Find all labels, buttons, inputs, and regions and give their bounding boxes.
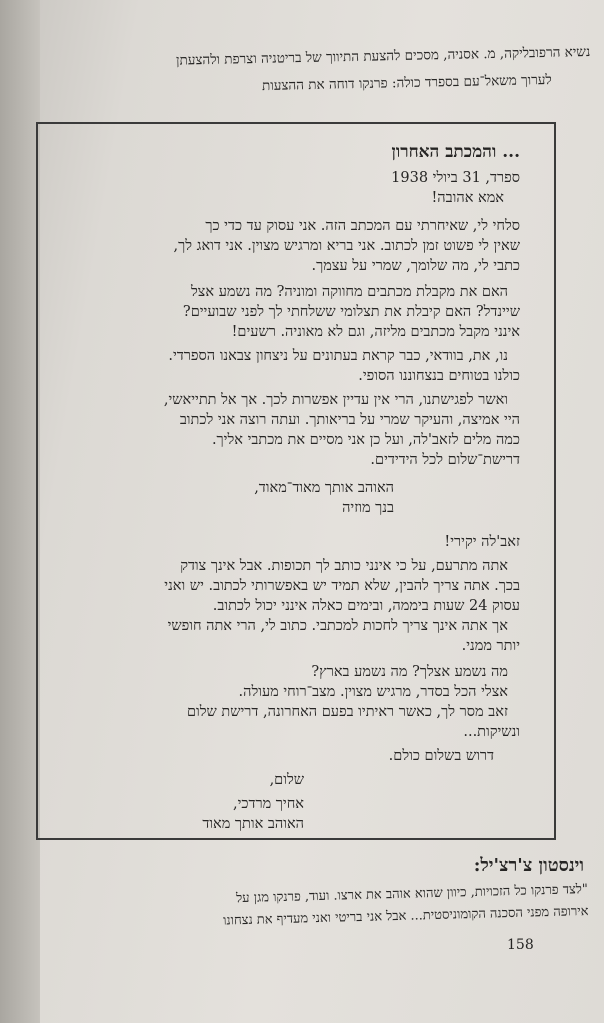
letter-line: שיינדל? האם קיבלת את תצלומי ששלחתי לך לפני שבועיים? [182, 304, 520, 320]
quote-line-1: "לצד פרנקו כל הזכויות, כיוון שהוא אוהב את ארצו. ועוד, פרנקו מגן על [236, 882, 589, 907]
letter-box [36, 122, 556, 840]
letter-line: ואשר לפגישתנו, הרי אין עדיין אפשרות לכך. אך אל תתייאשי, [163, 392, 508, 408]
letter-line: כמה מלים לזאב'לה, ועל כן אני מסיים את מכתבי אליך. [211, 432, 520, 448]
letter-sign-3: האוהב אותך מאוד [202, 816, 304, 832]
letter-line: נו, את, בוודאי, כבר קראת בעתונים על ניצחון צבאנו הספרדי. [168, 348, 508, 364]
letter-line: זאב מסר לך, כאשר ראיתיו בפעם האחרונה, דרישת שלום [186, 704, 508, 720]
letter-line: עסוק 24 שעות ביממה, ובימים כאלה אינני יכול לכתוב. [212, 598, 520, 614]
letter-sign-2: אחיך מרדכי, [232, 796, 304, 812]
header-line-1: נשיא הרפובליקה, מ. אסניה, מסכים להצעת התיווך של בריטניה וצרפת ולהצעתן [175, 44, 591, 69]
letter-line: בכך. אתה צריך להבין, שלא תמיד יש באפשרותי לכתוב. יש ואני [164, 578, 520, 594]
letter-line: יותר ממני. [461, 638, 520, 654]
letter-line: דרישת־שלום לכל הידידים. [370, 452, 520, 468]
letter-line: סלחי לי, שאיחרתי עם המכתב הזה. אני עסוק עד כדי כך [205, 218, 520, 234]
letter-line: דרוש בשלום כולם. [388, 748, 494, 764]
section-heading: וינסטון צ'רצ'יל: [473, 855, 584, 876]
letter-closing-1: האוהב אותך מאוד־מאוד, [254, 480, 394, 496]
letter-line: מה נשמע אצלך? מה נשמע בארץ? [311, 664, 508, 680]
letter-sign-1: שלום, [269, 772, 304, 788]
letter-dateline: ספרד, 31 ביולי 1938 [391, 170, 520, 186]
letter-line: אינני מקבל מכתבים מליזה, וגם לא מאוניה. רשעים! [231, 324, 520, 340]
letter-line: היי אמיצה, והעיקר שמרי על בריאותך. ועתה רוצה אני לכתוב [179, 412, 520, 428]
letter-line: אך אתה אינך צריך לחכות למכתבי. כתוב לי, הרי אתה חופשי [167, 618, 508, 634]
quote-line-2: אירופה מפני הסכנה הקומוניסטית... אבל אני בריטי ואני מעדיף את נצחונו [222, 904, 589, 929]
letter-line: שאין לי פשוט זמן לכתוב. אני בריא ומרגיש מצוין. אני דואג לך, [173, 238, 520, 254]
letter-line: כתבי לי, מה שלומך, שמרי על עצמך. [311, 258, 520, 274]
header-line-2: לערוך משאל־עם בספרד כולה: פרנקו דוחה את ההצעות [262, 72, 553, 95]
letter-line: ונשיקות... [463, 724, 520, 740]
letter-line: אתה מתרעם, על כי אינני כותב לך תכופות. אבל אינך צודק [180, 558, 508, 574]
letter-greeting-2: זאב'לה יקירי! [444, 534, 520, 550]
letter-title: ... והמכתב האחרון [391, 142, 520, 162]
letter-signature-1: בנך מוזיה [342, 500, 394, 516]
letter-greeting: אמא אהובה! [431, 190, 504, 206]
letter-line: כולנו בטוחים בנצחוננו הסופי. [358, 368, 520, 384]
book-spine-shadow [0, 0, 40, 1023]
letter-line: אצלי הכל בסדר, מרגיש מצוין. מצב־רוחי מעולה. [238, 684, 508, 700]
page-number: 158 [507, 937, 534, 953]
letter-line: האם את מקבלת מכתבים מחווקה ומוניה? מה נשמע אצל [191, 284, 508, 300]
